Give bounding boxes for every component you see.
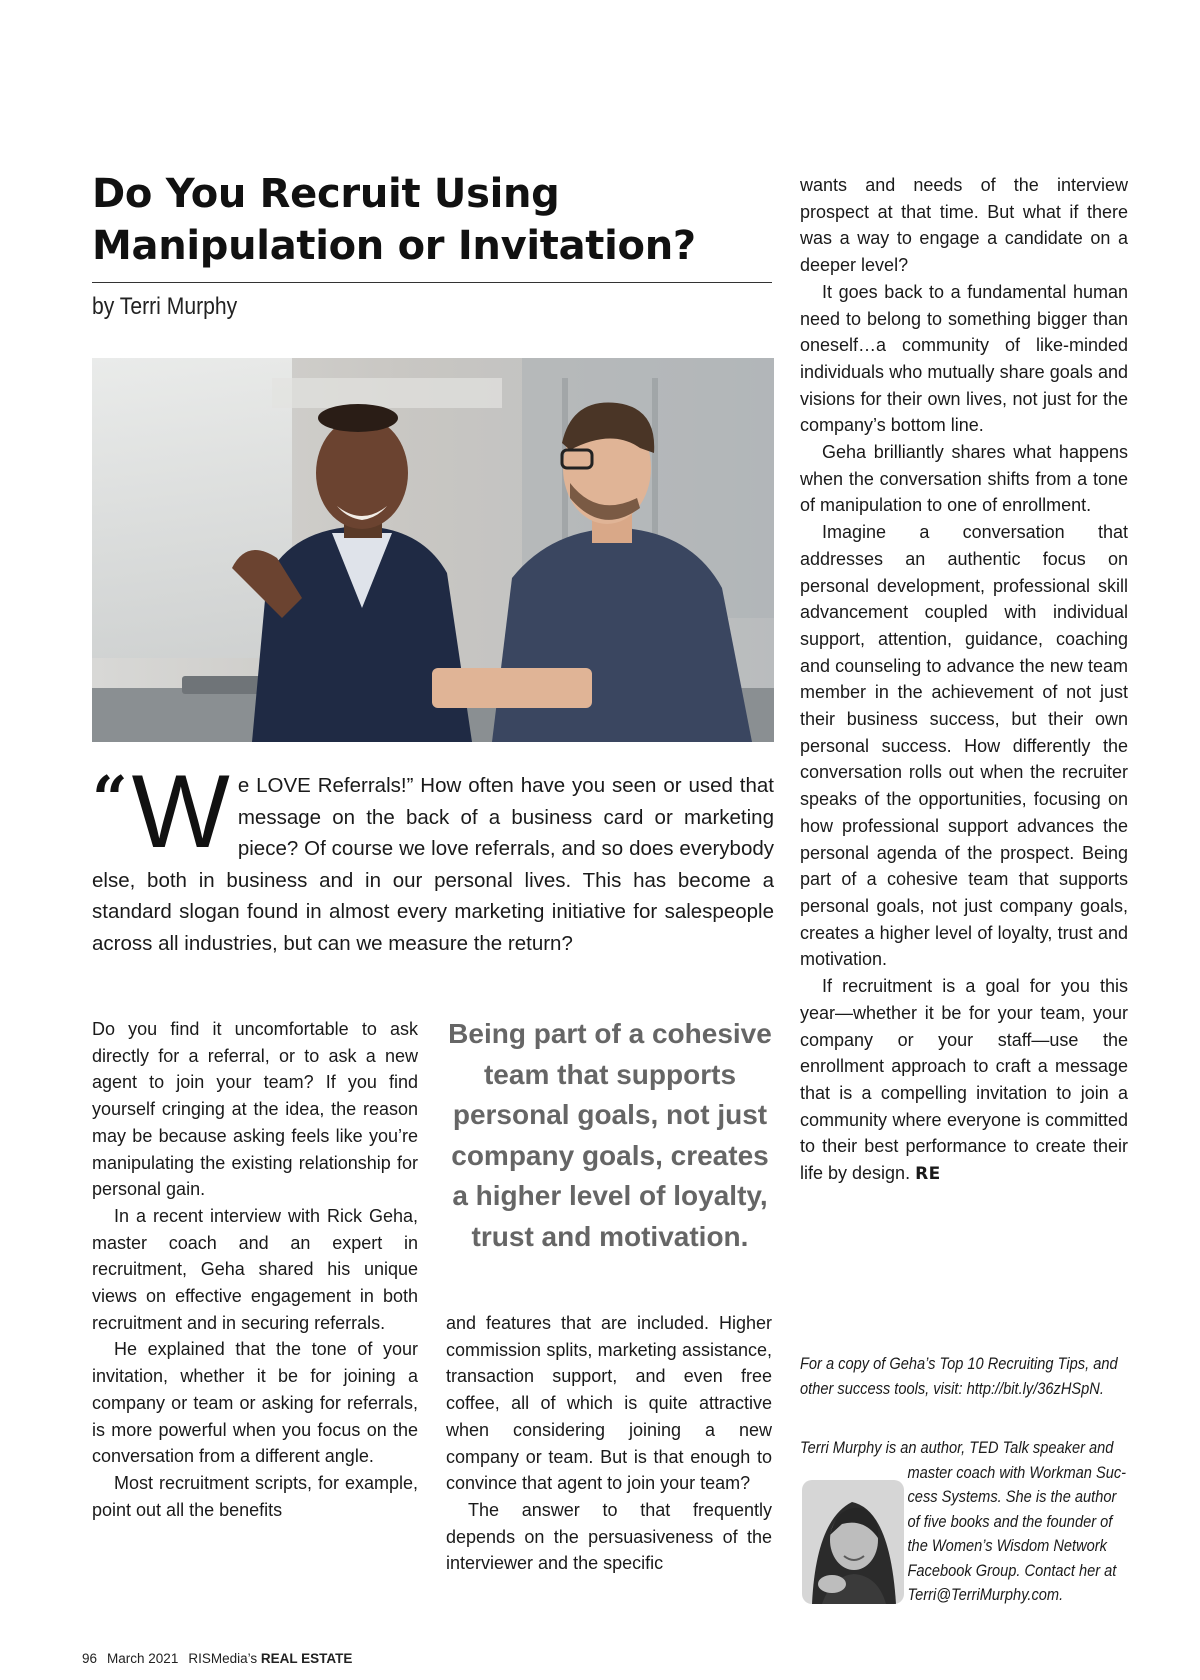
col3-paragraph: wants and needs of the interview prospect at that time. But what if there was a way to engage a candidate on a deeper level? bbox=[800, 175, 1128, 276]
pull-quote: Being part of a cohesive team that supports personal goals, not just company goals, creates a higher level of loyalty, trust and motivation. bbox=[448, 1018, 772, 1252]
drop-quote-mark: “ bbox=[92, 762, 128, 835]
issue-date: March 2021 bbox=[107, 1651, 179, 1666]
column-1 bbox=[92, 1016, 418, 1523]
bio-line: master coach with Workman Suc- bbox=[907, 1462, 1127, 1482]
publication-prefix: RISMedia’s bbox=[188, 1651, 258, 1666]
col3-final-text: If recruitment is a goal for you this year—whether it be for your team, your company or your staff—use the enrollment approach to craft a message that is a compelling invitation to join a community where everyone is committed to their best performance to create their life by design. bbox=[800, 976, 1128, 1184]
col1-paragraph: Do you find it uncomfortable to ask directly for a referral, or to ask a new agent to join your team? If you find yourself cringing at the idea, the reason may be because asking feels like you’re manipulating the existing relationship for personal gain. bbox=[92, 1019, 418, 1200]
page-number: 96 bbox=[82, 1651, 98, 1666]
tips-note-line: other success tools, visit: http://bit.ly/36zHSpN. bbox=[800, 1378, 1104, 1398]
article-photo bbox=[92, 358, 774, 742]
title-line-1: Do You Recruit Using bbox=[92, 171, 560, 217]
column-2 bbox=[446, 1310, 772, 1577]
title-line-2: Manipulation or Invitation? bbox=[92, 223, 696, 269]
bio-line: Facebook Group. Contact her at bbox=[907, 1560, 1117, 1580]
article-title bbox=[92, 168, 772, 272]
col3-paragraph: Geha brilliantly shares what happens when the conversation shifts from a tone of manipulation to one of enrollment. bbox=[800, 442, 1128, 516]
drop-letter: W bbox=[131, 754, 230, 870]
intro-paragraph bbox=[92, 754, 774, 959]
photo-illustration bbox=[92, 358, 774, 742]
tips-note-line: For a copy of Geha’s Top 10 Recruiting Tips, and bbox=[800, 1354, 1118, 1373]
page-footer bbox=[82, 1651, 352, 1666]
col1-paragraph: He explained that the tone of your invitation, whether it be for joining a company or team or asking for referrals, is more powerful when you focus on the conversation from a different angle. bbox=[92, 1339, 418, 1467]
title-divider bbox=[92, 282, 772, 283]
byline: by Terri Murphy bbox=[92, 293, 238, 320]
publication-name: REAL ESTATE bbox=[260, 1651, 353, 1666]
column-3 bbox=[800, 172, 1128, 1188]
col3-paragraph-final bbox=[800, 973, 1128, 1188]
col3-paragraph: It goes back to a fundamental human need to belong to something bigger than oneself…a community of like-minded individuals who mutually share goals and visions for their own lives, not just for the company’s bottom line. bbox=[800, 281, 1128, 436]
bio-line: Terri Murphy is an author, TED Talk speaker and bbox=[800, 1438, 1114, 1457]
col2-paragraph: and features that are included. Higher commission splits, marketing assistance, transaction support, and even free coffee, all of which is quite attractive when considering joining a new company or team. But is that enough to convince that agent to join your team? bbox=[446, 1313, 772, 1494]
drop-cap bbox=[92, 754, 230, 870]
bio-line: cess Systems. She is the author bbox=[907, 1487, 1117, 1506]
bio-line: Terri@TerriMurphy.com. bbox=[907, 1585, 1064, 1604]
tips-note bbox=[800, 1352, 1130, 1401]
headshot-illustration bbox=[802, 1480, 904, 1604]
col1-paragraph: Most recruitment scripts, for example, point out all the benefits bbox=[92, 1472, 418, 1520]
author-headshot bbox=[802, 1480, 904, 1604]
intro-text: e LOVE Referrals!” How often have you seen or used that message on the back of a business card or marketing piece? Of course we love referrals, and so does everybody else, both in business and in our personal lives. This has become a standard slogan found in almost every marketing initiative for salespeople across all industries, but can we measure the return? bbox=[92, 774, 774, 955]
end-mark: RE bbox=[915, 1164, 941, 1185]
col2-paragraph: The answer to that frequently depends on the persuasiveness of the interviewer and the specific bbox=[446, 1499, 772, 1574]
col1-paragraph: In a recent interview with Rick Geha, master coach and an expert in recruitment, Geha shared his unique views on effective engagement in both recruitment and in securing referrals. bbox=[92, 1205, 418, 1333]
bio-line: the Women’s Wisdom Network bbox=[907, 1536, 1107, 1555]
bio-line: of five books and the founder of bbox=[907, 1511, 1113, 1531]
col3-paragraph: Imagine a conversation that addresses an authentic focus on personal development, professional skill advancement coupled with individual support, attention, guidance, coaching and counseling to advance the new team member in the achievement of not just their business success, but their own personal success. How differently the conversation rolls out when the recruiter speaks of the opportunities, focusing on how professional support advances the personal agenda of the prospect. Being part of a cohesive team that supports personal goals, not just company goals, creates a higher level of loyalty, trust and motivation. bbox=[800, 522, 1128, 970]
